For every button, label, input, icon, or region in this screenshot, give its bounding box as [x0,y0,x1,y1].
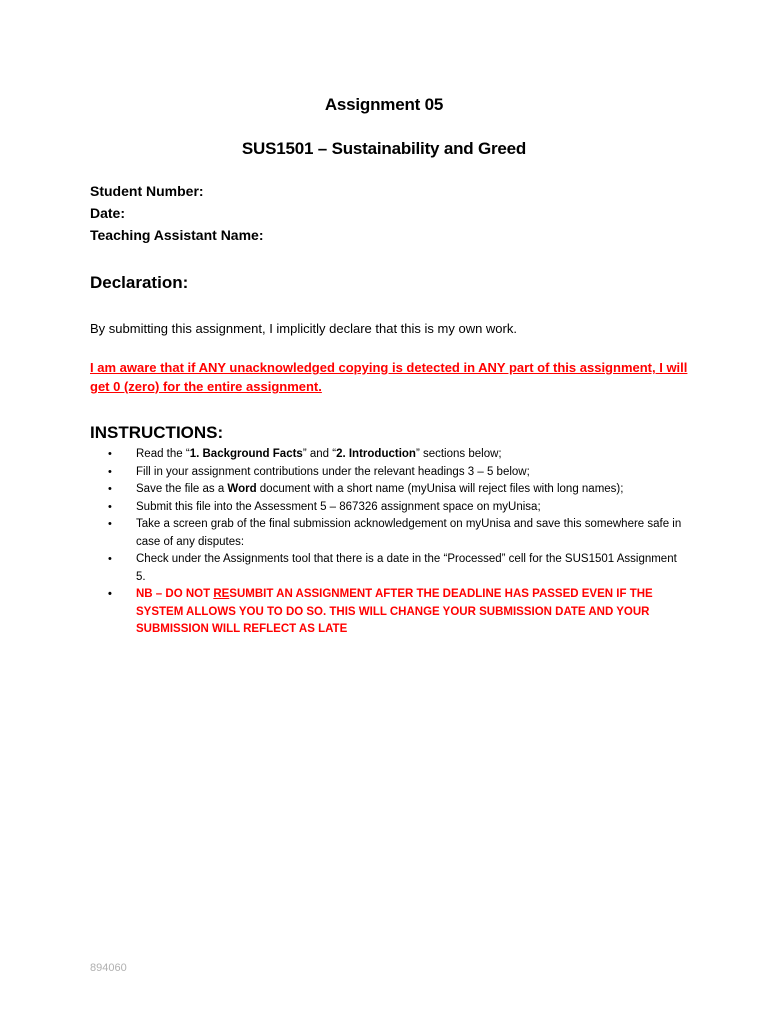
instruction-text: Submit this file into the Assessment 5 – 867326 assignment space on myUnisa; [136,500,541,513]
instruction-text: Fill in your assignment contributions under the relevant headings 3 – 5 below; [136,465,530,478]
declaration-heading: Declaration: [90,273,189,292]
list-item [108,481,688,499]
date-label: Date: [90,205,126,221]
document-id: 894060 [90,962,127,974]
instruction-text: SUMBIT AN ASSIGNMENT AFTER THE DEADLINE HAS PASSED EVEN IF THE SYSTEM ALLOWS YOU TO DO SO. THIS WILL CHANGE YOUR SUBMISSION DATE AND YOUR SUBMISSION WILL REFLECT AS LATE [136,588,653,635]
instruction-text: Check under the Assignments tool that there is a date in the “Processed” cell for the SUS1501 Assignment 5. [136,553,677,583]
bullet-icon: • [108,553,112,565]
bullet-icon: • [108,465,112,478]
list-item [108,446,688,464]
ta-name-label: Teaching Assistant Name: [90,227,264,243]
assignment-title: Assignment 05 [324,95,444,114]
list-item [108,464,688,482]
course-subtitle: SUS1501 – Sustainability and Greed [241,139,527,158]
instruction-bold: 1. Background Facts [189,448,303,460]
list-item [108,499,688,517]
instruction-underlined: RE [213,588,230,600]
instruction-text: ” sections below; [415,448,502,460]
instruction-text: Read the “ [136,448,190,460]
bullet-icon: • [108,448,112,460]
plagiarism-warning: I am aware that if ANY unacknowledged copying is detected in ANY part of this assignment, I will get 0 (zero) for the entire assignment. [90,360,688,394]
instruction-bold: 2. Introduction [336,448,416,460]
instruction-text: Save the file as a [136,483,228,495]
bullet-icon: • [108,483,112,495]
instruction-text: document with a short name (myUnisa will reject files with long names); [256,483,624,495]
instructions-list [108,446,688,639]
instructions-heading: INSTRUCTIONS: [90,423,224,442]
bullet-icon: • [108,588,112,600]
declaration-text: By submitting this assignment, I implicitly declare that this is my own work. [90,321,517,336]
instruction-text: ” and “ [302,448,337,460]
bullet-icon: • [108,500,112,513]
student-fields [90,180,264,246]
instruction-text: Take a screen grab of the final submission acknowledgement on myUnisa and save this somewhere safe in case of any disputes: [136,518,682,548]
list-item [108,516,688,551]
bullet-icon: • [108,518,112,530]
student-number-label: Student Number: [90,183,204,199]
instruction-bold: Word [227,483,257,495]
list-item [108,551,688,586]
instruction-text: NB – DO NOT [136,588,214,600]
list-item-nb-warning [108,586,688,639]
